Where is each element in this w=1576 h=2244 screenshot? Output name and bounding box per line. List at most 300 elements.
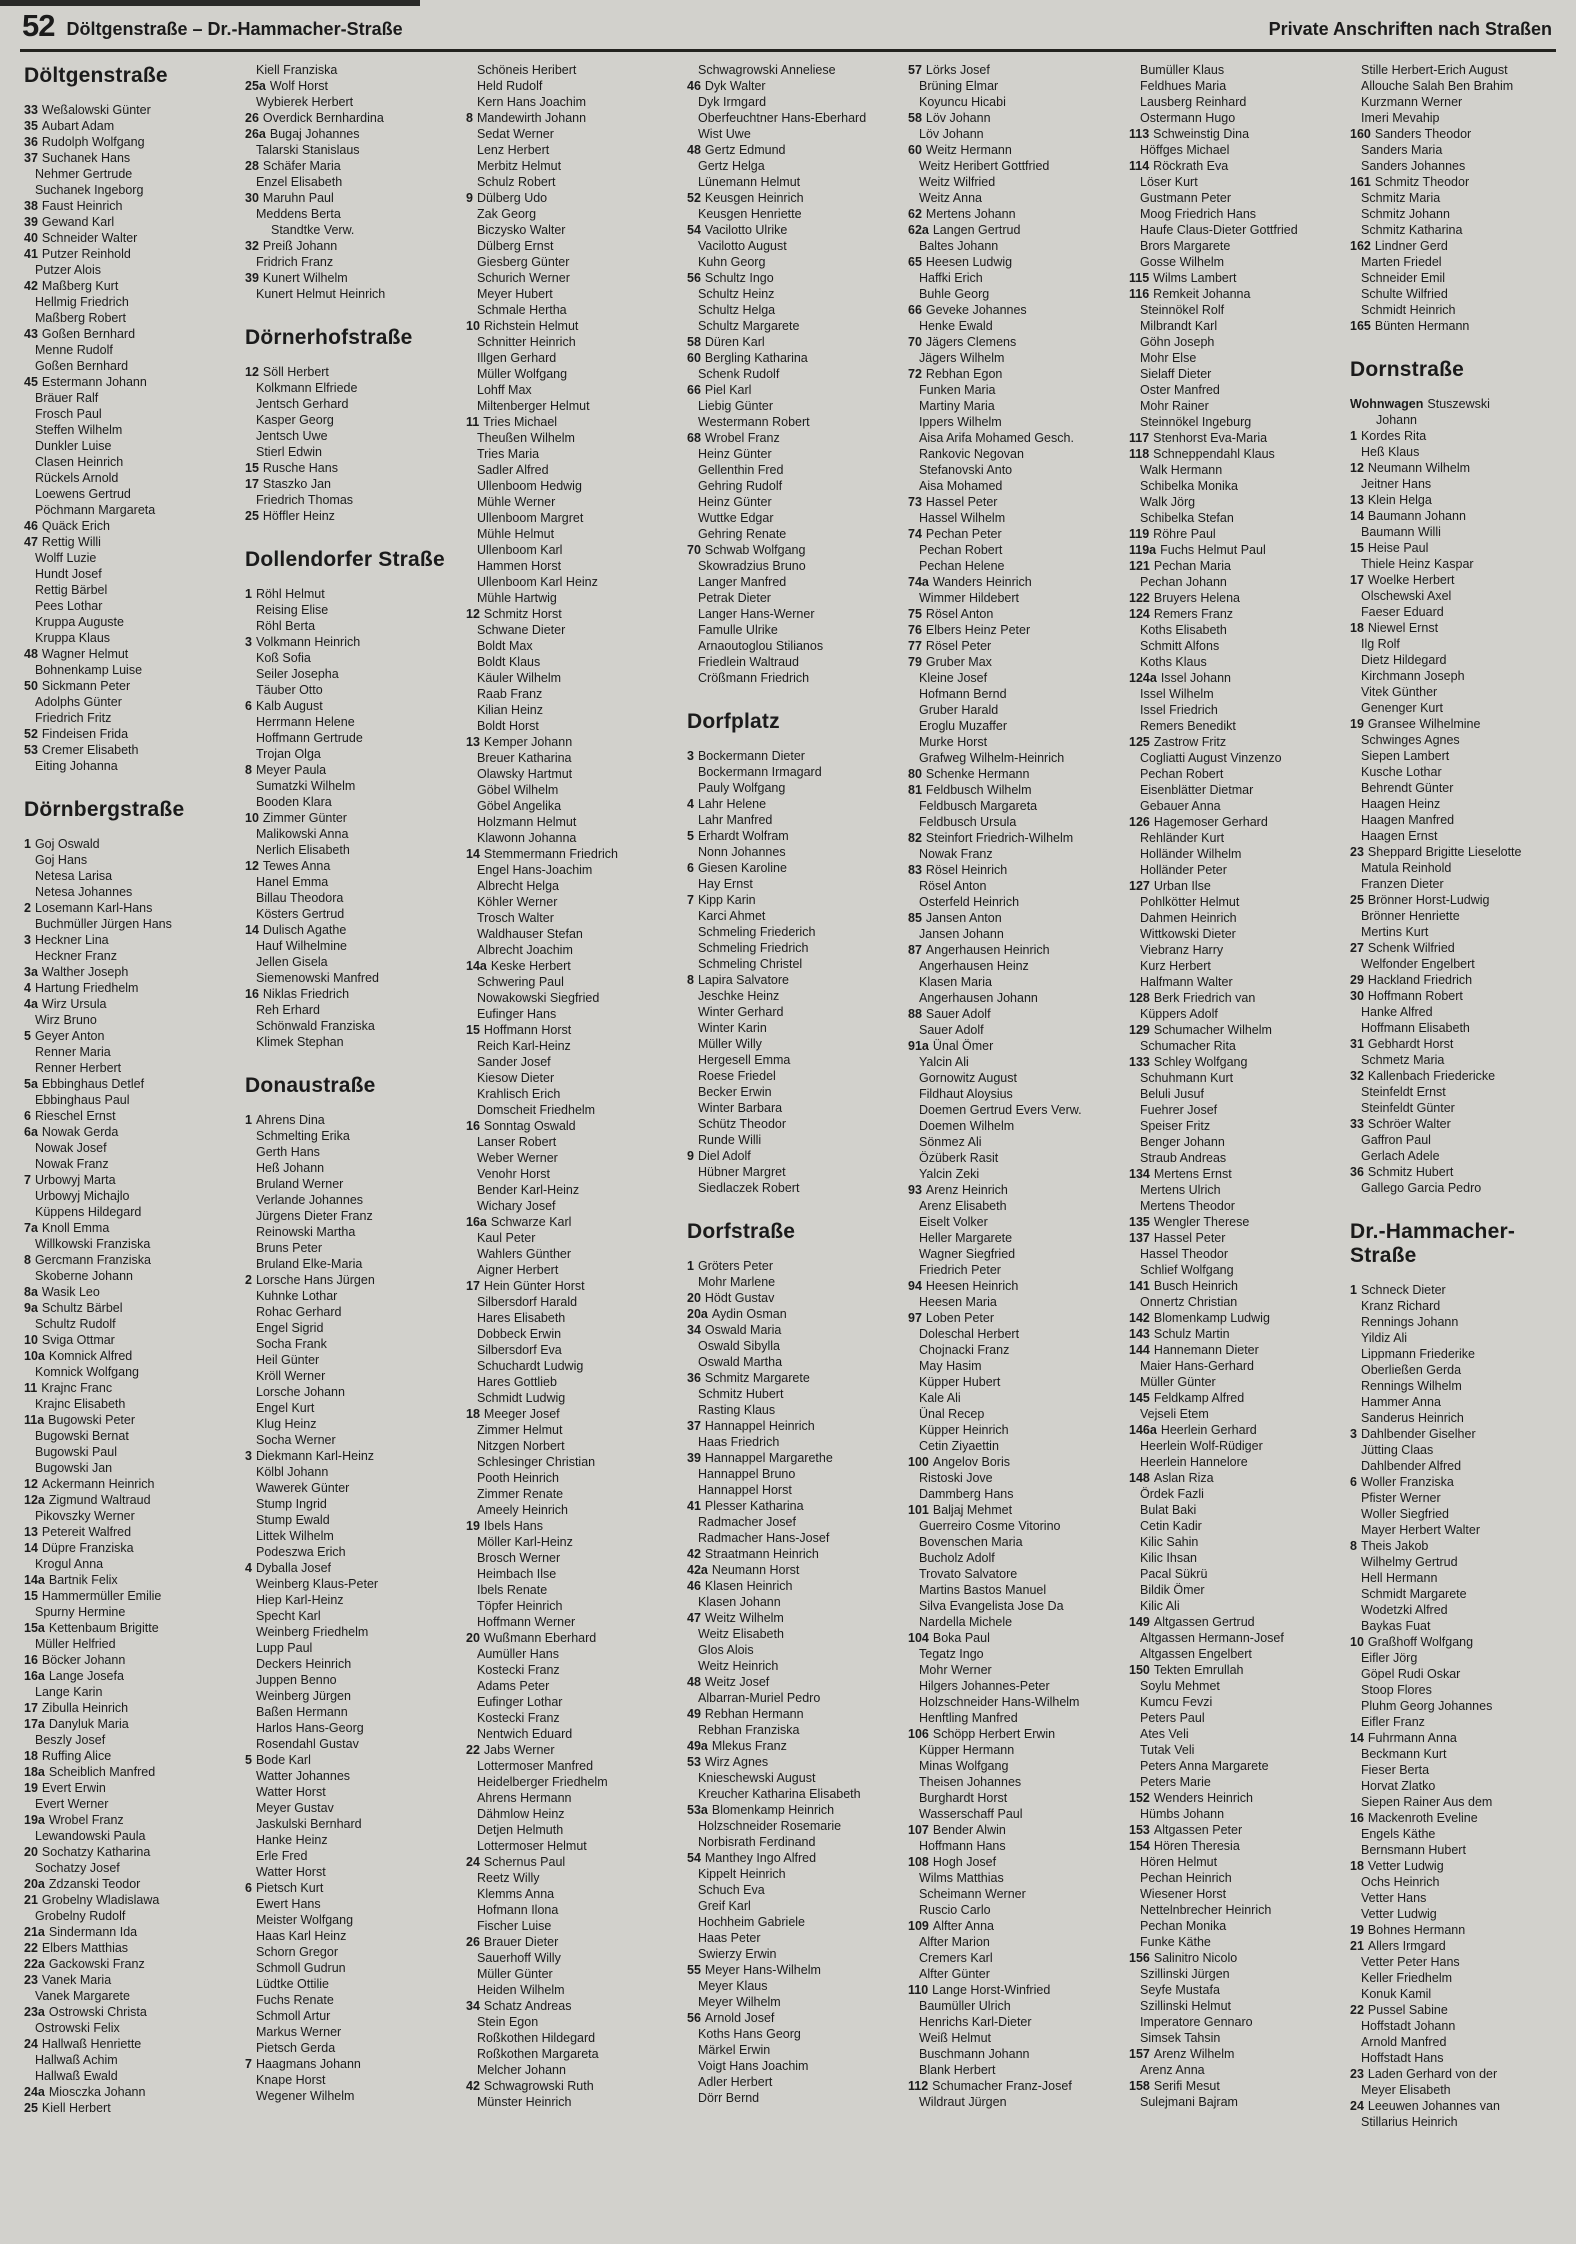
resident-name: Hassel Peter (925, 495, 998, 509)
continuation-line (1129, 62, 1335, 78)
continuation-line (24, 2052, 230, 2068)
continuation-line (24, 916, 230, 932)
continuation-line (908, 158, 1114, 174)
continuation-line (466, 2094, 672, 2110)
continuation-line (1350, 78, 1556, 94)
resident-name: Hartung Friedhelm (34, 981, 139, 995)
entry-line (245, 238, 451, 254)
resident-name: Thiele Heinz Kaspar (1361, 557, 1474, 571)
resident-name: Zastrow Fritz (1153, 735, 1227, 749)
entry-line (908, 1726, 1114, 1742)
street-heading: Dörnerhofstraße (245, 326, 413, 349)
continuation-line (1350, 796, 1556, 812)
resident-name: Arnold Josef (704, 2011, 775, 2025)
resident-name: Engel Kurt (256, 1401, 315, 1415)
continuation-line (1129, 414, 1335, 430)
entry-line (24, 1668, 230, 1684)
resident-name: Bruns Peter (256, 1241, 323, 1255)
resident-name: Ruscio Carlo (919, 1903, 991, 1917)
entry-line (24, 1876, 230, 1892)
resident-name: Radmacher Hans-Josef (698, 1531, 830, 1545)
resident-name: Walther Joseph (41, 965, 129, 979)
house-number: 1 (1350, 1283, 1357, 1297)
entry-line (1129, 734, 1335, 750)
resident-name: Pussel Sabine (1367, 2003, 1448, 2017)
resident-name: Heckner Franz (35, 949, 117, 963)
continuation-line (908, 238, 1114, 254)
continuation-line (687, 414, 893, 430)
resident-name: Kiesow Dieter (477, 1071, 555, 1085)
resident-name: Hallwaß Henriette (41, 2037, 142, 2051)
entry-line (1129, 606, 1335, 622)
continuation-line (908, 1614, 1114, 1630)
continuation-line (24, 502, 230, 518)
resident-name: Trosch Walter (477, 911, 554, 925)
resident-name: Keusgen Henriette (698, 207, 802, 221)
continuation-line (908, 510, 1114, 526)
resident-name: Schmidt Heinrich (1361, 303, 1456, 317)
continuation-line (908, 718, 1114, 734)
entry-line (245, 190, 451, 206)
resident-name: Meeger Josef (483, 1407, 560, 1421)
continuation-line (24, 1732, 230, 1748)
continuation-line (245, 142, 451, 158)
entry-line (24, 742, 230, 758)
continuation-line (1129, 190, 1335, 206)
entry-line (245, 508, 451, 524)
continuation-line (24, 1684, 230, 1700)
entry-line (1350, 572, 1556, 588)
continuation-line (1129, 302, 1335, 318)
continuation-line (466, 494, 672, 510)
resident-name: Küppers Adolf (1140, 1007, 1218, 1021)
continuation-line (1350, 1410, 1556, 1426)
resident-name: Suchanek Hans (41, 151, 131, 165)
resident-name: Lange Karin (35, 1685, 103, 1699)
entry-line (1129, 1390, 1335, 1406)
resident-name: Gornowitz August (919, 1071, 1017, 1085)
resident-name: Zdzanski Teodor (48, 1877, 141, 1891)
resident-name: Löv Johann (919, 127, 984, 141)
entry-line (687, 1610, 893, 1626)
continuation-line (1350, 476, 1556, 492)
resident-name: Lange Horst-Winfried (932, 1983, 1051, 1997)
entry-line (687, 542, 893, 558)
house-number: 37 (24, 151, 38, 165)
resident-name: Ibels Hans (483, 1519, 543, 1533)
resident-name: Käuler Wilhelm (477, 671, 562, 685)
resident-name: Findeisen Frida (41, 727, 129, 741)
continuation-line (908, 1790, 1114, 1806)
entry-line (1350, 892, 1556, 908)
resident-name: Fuchs Helmut Paul (1160, 543, 1266, 557)
continuation-line (466, 750, 672, 766)
resident-name: Rusche Hans (262, 461, 338, 475)
resident-name: Vejseli Etem (1140, 1407, 1209, 1421)
house-number: 65 (908, 255, 922, 269)
entry-line (1350, 972, 1556, 988)
continuation-line (466, 174, 672, 190)
resident-name: Lange Josefa (48, 1669, 124, 1683)
entry-line (1350, 508, 1556, 524)
continuation-line (1129, 2030, 1335, 2046)
entry-line (687, 1306, 893, 1322)
continuation-line (245, 1416, 451, 1432)
continuation-line (466, 1886, 672, 1902)
entry-line (687, 1370, 893, 1386)
continuation-line (1129, 958, 1335, 974)
continuation-line (1350, 190, 1556, 206)
entry-line (245, 1448, 451, 1464)
entry-line (24, 1780, 230, 1796)
resident-name: Soylu Mehmet (1140, 1679, 1220, 1693)
resident-name: Kippelt Heinrich (698, 1867, 786, 1881)
resident-name: Mandewirth Johann (476, 111, 587, 125)
continuation-line (245, 1720, 451, 1736)
resident-name: Steffen Wilhelm (35, 423, 123, 437)
resident-name: Staszko Jan (262, 477, 331, 491)
entry-line (466, 734, 672, 750)
continuation-line (908, 1950, 1114, 1966)
house-number: 3 (687, 749, 694, 763)
resident-name: Heinz Günter (698, 447, 772, 461)
resident-name: Lausberg Reinhard (1140, 95, 1247, 109)
house-number: 13 (1350, 493, 1364, 507)
continuation-line (24, 1364, 230, 1380)
resident-name: Küpper Hubert (919, 1375, 1001, 1389)
resident-name: Jansen Johann (919, 927, 1004, 941)
continuation-line (1350, 1298, 1556, 1314)
resident-name: Zimmer Helmut (477, 1423, 563, 1437)
continuation-line (245, 286, 451, 302)
house-number: 88 (908, 1007, 922, 1021)
resident-name: Kilian Heinz (477, 703, 544, 717)
resident-name: Dulisch Agathe (262, 923, 347, 937)
house-number: 149 (1129, 1615, 1150, 1629)
resident-name: Aigner Herbert (477, 1263, 559, 1277)
continuation-line (687, 1004, 893, 1020)
continuation-line (24, 758, 230, 774)
resident-name: Fridrich Franz (256, 255, 334, 269)
entry-line (1129, 1326, 1335, 1342)
resident-name: Friedrich Thomas (256, 493, 354, 507)
entry-line (1350, 2002, 1556, 2018)
resident-name: Watter Horst (256, 1785, 326, 1799)
continuation-line (1129, 1630, 1335, 1646)
continuation-line (1350, 748, 1556, 764)
resident-name: Heil Günter (256, 1353, 320, 1367)
resident-name: Fieser Berta (1361, 1763, 1430, 1777)
resident-name: Breuer Katharina (477, 751, 572, 765)
resident-name: Knoll Emma (41, 1221, 110, 1235)
resident-name: Hassel Theodor (1140, 1247, 1229, 1261)
resident-name: Gertz Edmund (704, 143, 786, 157)
continuation-line (1129, 926, 1335, 942)
entry-line (245, 762, 451, 778)
house-number: 70 (908, 335, 922, 349)
continuation-line (1129, 718, 1335, 734)
continuation-line (1129, 846, 1335, 862)
resident-name: Pechan Helene (919, 559, 1005, 573)
continuation-line (908, 814, 1114, 830)
resident-name: Ochs Heinrich (1361, 1875, 1440, 1889)
continuation-line (466, 1790, 672, 1806)
continuation-line (1129, 1518, 1335, 1534)
continuation-line (687, 1164, 893, 1180)
continuation-line (24, 1044, 230, 1060)
continuation-line (1350, 1314, 1556, 1330)
entry-line (24, 278, 230, 294)
resident-name: Ördek Fazli (1140, 1487, 1204, 1501)
entry-line (24, 2036, 230, 2052)
resident-name: Dähmlow Heinz (477, 1807, 565, 1821)
resident-name: Greif Karl (698, 1899, 751, 1913)
continuation-line (245, 2040, 451, 2056)
house-number: 6 (687, 861, 694, 875)
resident-name: Giesen Karoline (697, 861, 787, 875)
house-number: 10a (24, 1349, 45, 1363)
house-number: 135 (1129, 1215, 1150, 1229)
resident-name: Böcker Johann (41, 1653, 126, 1667)
continuation-line (245, 1128, 451, 1144)
resident-name: Elbers Matthias (41, 1941, 129, 1955)
continuation-line (1129, 910, 1335, 926)
resident-name: Funken Maria (919, 383, 996, 397)
continuation-line (466, 782, 672, 798)
directory-column (1129, 62, 1335, 2110)
house-number: 19 (24, 1781, 38, 1795)
continuation-line (908, 2046, 1114, 2062)
continuation-line (1129, 334, 1335, 350)
resident-name: Koths Klaus (1140, 655, 1207, 669)
continuation-line (24, 550, 230, 566)
continuation-line (908, 462, 1114, 478)
house-number: 161 (1350, 175, 1371, 189)
entry-line (466, 958, 672, 974)
resident-name: Nowakowski Siegfried (477, 991, 600, 1005)
resident-name: Eifler Jörg (1361, 1651, 1418, 1665)
entry-line (687, 796, 893, 812)
entry-line (1129, 270, 1335, 286)
entry-line (1129, 1278, 1335, 1294)
resident-name: Trojan Olga (256, 747, 321, 761)
resident-name: Mackenroth Eveline (1367, 1811, 1478, 1825)
continuation-line (908, 926, 1114, 942)
resident-name: Niewel Ernst (1367, 621, 1439, 635)
resident-name: Doemen Wilhelm (919, 1119, 1015, 1133)
resident-name: Hannappel Margarethe (704, 1451, 833, 1465)
resident-name: Jeschke Heinz (698, 989, 780, 1003)
house-number: 8a (24, 1285, 38, 1299)
continuation-line (245, 1160, 451, 1176)
resident-name: Vetter Hans (1361, 1891, 1427, 1905)
continuation-line (1129, 654, 1335, 670)
entry-line (908, 2078, 1114, 2094)
continuation-line (687, 1866, 893, 1882)
resident-name: Bulat Baki (1140, 1503, 1197, 1517)
continuation-line (1350, 1084, 1556, 1100)
resident-name: Hoffmann Werner (477, 1615, 576, 1629)
resident-name: Hallwaß Ewald (35, 2069, 118, 2083)
entry-line (1129, 286, 1335, 302)
entry-line (24, 980, 230, 996)
resident-name: Hoffmann Robert (1367, 989, 1463, 1003)
resident-name: Kreucher Katharina Elisabeth (698, 1787, 861, 1801)
continuation-line (466, 654, 672, 670)
resident-name: Kilic Ali (1140, 1599, 1180, 1613)
resident-name: Graßhoff Wolfgang (1367, 1635, 1474, 1649)
continuation-line (1350, 956, 1556, 972)
entry-line (1350, 1922, 1556, 1938)
continuation-line (1129, 1998, 1335, 2014)
house-number: 15 (466, 1023, 480, 1037)
continuation-line (1129, 1582, 1335, 1598)
resident-name: Jabs Werner (483, 1743, 555, 1757)
resident-name: Aisa Mohamed (919, 479, 1003, 493)
resident-name: Hell Hermann (1361, 1571, 1438, 1585)
continuation-line (1350, 444, 1556, 460)
continuation-line (466, 1470, 672, 1486)
resident-name: Tegatz Ingo (919, 1647, 984, 1661)
resident-name: Wolff Luzie (35, 551, 97, 565)
continuation-line (466, 702, 672, 718)
entry-line (24, 246, 230, 262)
resident-name: Dyk Irmgard (698, 95, 767, 109)
resident-name: Wrobel Franz (704, 431, 780, 445)
house-number: 16a (24, 1669, 45, 1683)
resident-name: Venohr Horst (477, 1167, 550, 1181)
continuation-line (24, 390, 230, 406)
continuation-line (1129, 1070, 1335, 1086)
continuation-line (245, 1656, 451, 1672)
continuation-line (466, 1774, 672, 1790)
resident-name: Heesen Ludwig (925, 255, 1013, 269)
continuation-line (687, 126, 893, 142)
entry-line (687, 1802, 893, 1818)
entry-line (908, 1182, 1114, 1198)
house-number: 62a (908, 223, 929, 237)
resident-name: Kuhnke Lothar (256, 1289, 338, 1303)
resident-name: Rösel Peter (925, 639, 992, 653)
resident-name: Schenk Wilfried (1367, 941, 1455, 955)
continuation-line (908, 174, 1114, 190)
continuation-line (24, 1860, 230, 1876)
house-number: 55 (687, 1963, 701, 1977)
house-number: 137 (1129, 1231, 1150, 1245)
house-number: 25a (245, 79, 266, 93)
continuation-line (1350, 588, 1556, 604)
continuation-line (24, 1828, 230, 1844)
resident-name: Holzschneider Hans-Wilhelm (919, 1695, 1080, 1709)
continuation-line (24, 1796, 230, 1812)
resident-name: Sumatzki Wilhelm (256, 779, 356, 793)
resident-name: Eifler Franz (1361, 1715, 1425, 1729)
resident-name: Altgassen Hermann-Josef (1140, 1631, 1284, 1645)
continuation-line (245, 2072, 451, 2088)
house-number: 35 (24, 119, 38, 133)
resident-name: Zimmer Renate (477, 1487, 564, 1501)
entry-line (24, 836, 230, 852)
continuation-line (466, 1678, 672, 1694)
resident-name: Weitz Heinrich (698, 1659, 779, 1673)
resident-name: Bohnenkamp Luise (35, 663, 143, 677)
continuation-line (466, 478, 672, 494)
continuation-line (908, 1998, 1114, 2014)
house-number: 66 (687, 383, 701, 397)
continuation-line (908, 1262, 1114, 1278)
resident-name: Hares Elisabeth (477, 1311, 566, 1325)
resident-name: Issel Johann (1160, 671, 1231, 685)
house-number: 3a (24, 965, 38, 979)
resident-name: Lippmann Friederike (1361, 1347, 1475, 1361)
resident-name: Schmeling Christel (698, 957, 803, 971)
resident-name: Peters Marie (1140, 1775, 1211, 1789)
resident-name: Heesen Maria (919, 1295, 997, 1309)
resident-name: Kumcu Fevzi (1140, 1695, 1213, 1709)
entry-line (24, 1588, 230, 1604)
resident-name: Ünal Ömer (932, 1039, 994, 1053)
resident-name: Konuk Kamil (1361, 1987, 1432, 2001)
resident-name: Hilgers Johannes-Peter (919, 1679, 1050, 1693)
continuation-line (1350, 684, 1556, 700)
resident-name: Schibelka Stefan (1140, 511, 1234, 525)
resident-name: Erle Fred (256, 1849, 308, 1863)
entry-line (1350, 1474, 1556, 1490)
resident-name: Stump Ewald (256, 1513, 330, 1527)
resident-name: Stenhorst Eva-Maria (1153, 431, 1268, 445)
continuation-line (687, 1084, 893, 1100)
resident-name: Schulte Wilfried (1361, 287, 1448, 301)
resident-name: Göbel Angelika (477, 799, 562, 813)
resident-name: Guerreiro Cosme Vitorino (919, 1519, 1061, 1533)
entry-line (1129, 878, 1335, 894)
house-number: 23 (24, 1973, 38, 1987)
resident-name: Feldbusch Wilhelm (925, 783, 1032, 797)
continuation-line (466, 1550, 672, 1566)
resident-name: Schwarze Karl (490, 1215, 572, 1229)
entry-line (908, 638, 1114, 654)
resident-name: Famulle Ulrike (698, 623, 778, 637)
resident-name: Oster Manfred (1140, 383, 1220, 397)
resident-name: Aisa Arifa Mohamed Gesch. (919, 431, 1074, 445)
resident-name: Serifi Mesut (1153, 2079, 1220, 2093)
entry-line (24, 900, 230, 916)
resident-name: Eroglu Muzaffer (919, 719, 1008, 733)
continuation-line (1350, 1906, 1556, 1922)
continuation-line (1129, 478, 1335, 494)
resident-name: Schweinstig Dina (1153, 127, 1250, 141)
house-number: 36 (1350, 1165, 1364, 1179)
resident-name: Jägers Wilhelm (919, 351, 1005, 365)
continuation-line (908, 1966, 1114, 1982)
directory-columns (0, 52, 1576, 2130)
continuation-line (24, 1012, 230, 1028)
resident-name: Sochatzy Josef (35, 1861, 120, 1875)
house-number: 22 (466, 1743, 480, 1757)
resident-name: Pfister Werner (1361, 1491, 1441, 1505)
resident-name: Weitz Wilhelm (704, 1611, 784, 1625)
entry-line (908, 574, 1114, 590)
house-number: 128 (1129, 991, 1150, 1005)
continuation-line (1129, 1806, 1335, 1822)
house-number: 26 (466, 1935, 480, 1949)
resident-name: Kale Ali (919, 1391, 961, 1405)
house-number: 15 (245, 461, 259, 475)
resident-name: Suchanek Ingeborg (35, 183, 144, 197)
house-number: 70 (687, 543, 701, 557)
resident-name: Kaul Peter (477, 1231, 536, 1245)
resident-name: Weitz Elisabeth (698, 1627, 784, 1641)
